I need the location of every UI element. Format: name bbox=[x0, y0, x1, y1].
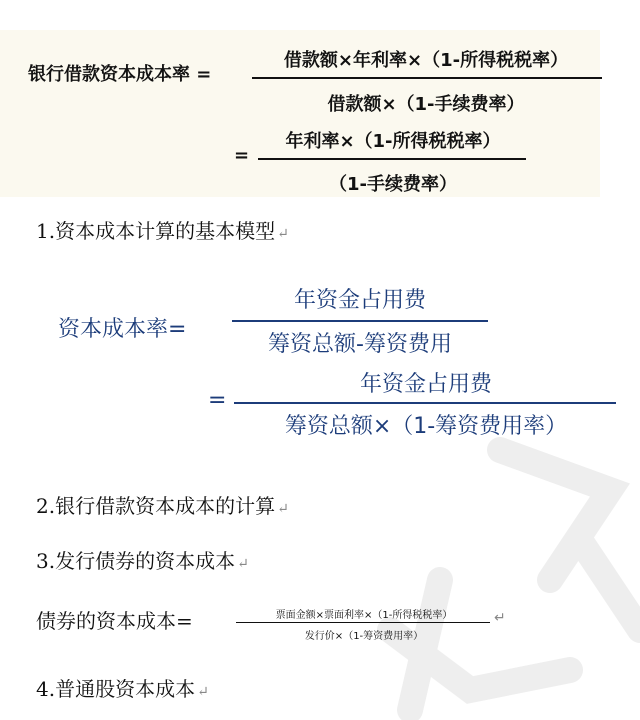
fraction-bar bbox=[234, 402, 616, 404]
section-heading: 3.发行债券的资本成本 ↵ bbox=[36, 549, 249, 573]
fraction-bar bbox=[232, 320, 488, 322]
formula-denominator: 借款额×（1-手续费率） bbox=[327, 94, 525, 115]
return-mark-icon: ↵ bbox=[277, 501, 289, 517]
return-mark-icon: ↵ bbox=[237, 556, 249, 572]
section-heading: 2.银行借款资本成本的计算 ↵ bbox=[36, 494, 289, 518]
formula-numerator: 借款额×年利率×（1-所得税税率） bbox=[283, 50, 569, 71]
formula-denominator: （1-手续费率） bbox=[329, 174, 457, 195]
return-mark-icon: ↵ bbox=[197, 684, 209, 700]
formula-denominator: 发行价×（1-筹资费用率） bbox=[304, 631, 424, 642]
formula-numerator: 票面金额×票面利率×（1-所得税税率） bbox=[275, 610, 453, 621]
section-heading: 1.资本成本计算的基本模型 ↵ bbox=[36, 219, 289, 243]
equals-sign: = bbox=[234, 145, 250, 166]
formula-numerator: 年资金占用费 bbox=[293, 288, 426, 313]
formula-lhs: 银行借款资本成本率 = bbox=[28, 64, 212, 85]
return-mark-icon: ↵ bbox=[277, 226, 289, 242]
fraction-bar bbox=[258, 158, 526, 160]
watermark-logo bbox=[350, 430, 640, 720]
fraction-bar bbox=[236, 622, 490, 623]
fraction-bar bbox=[252, 77, 602, 79]
formula-lhs: 债券的资本成本= bbox=[36, 609, 193, 633]
equals-sign: = bbox=[208, 388, 227, 413]
formula-numerator: 年资金占用费 bbox=[359, 372, 492, 397]
formula-lhs: 资本成本率= bbox=[58, 317, 187, 342]
formula-numerator: 年利率×（1-所得税税率） bbox=[285, 131, 501, 152]
formula-denominator: 筹资总额×（1-筹资费用率） bbox=[284, 414, 568, 439]
return-mark-icon: ↵ bbox=[494, 610, 506, 626]
formula-denominator: 筹资总额-筹资费用 bbox=[268, 332, 452, 357]
section-heading: 4.普通股资本成本 ↵ bbox=[36, 677, 209, 701]
